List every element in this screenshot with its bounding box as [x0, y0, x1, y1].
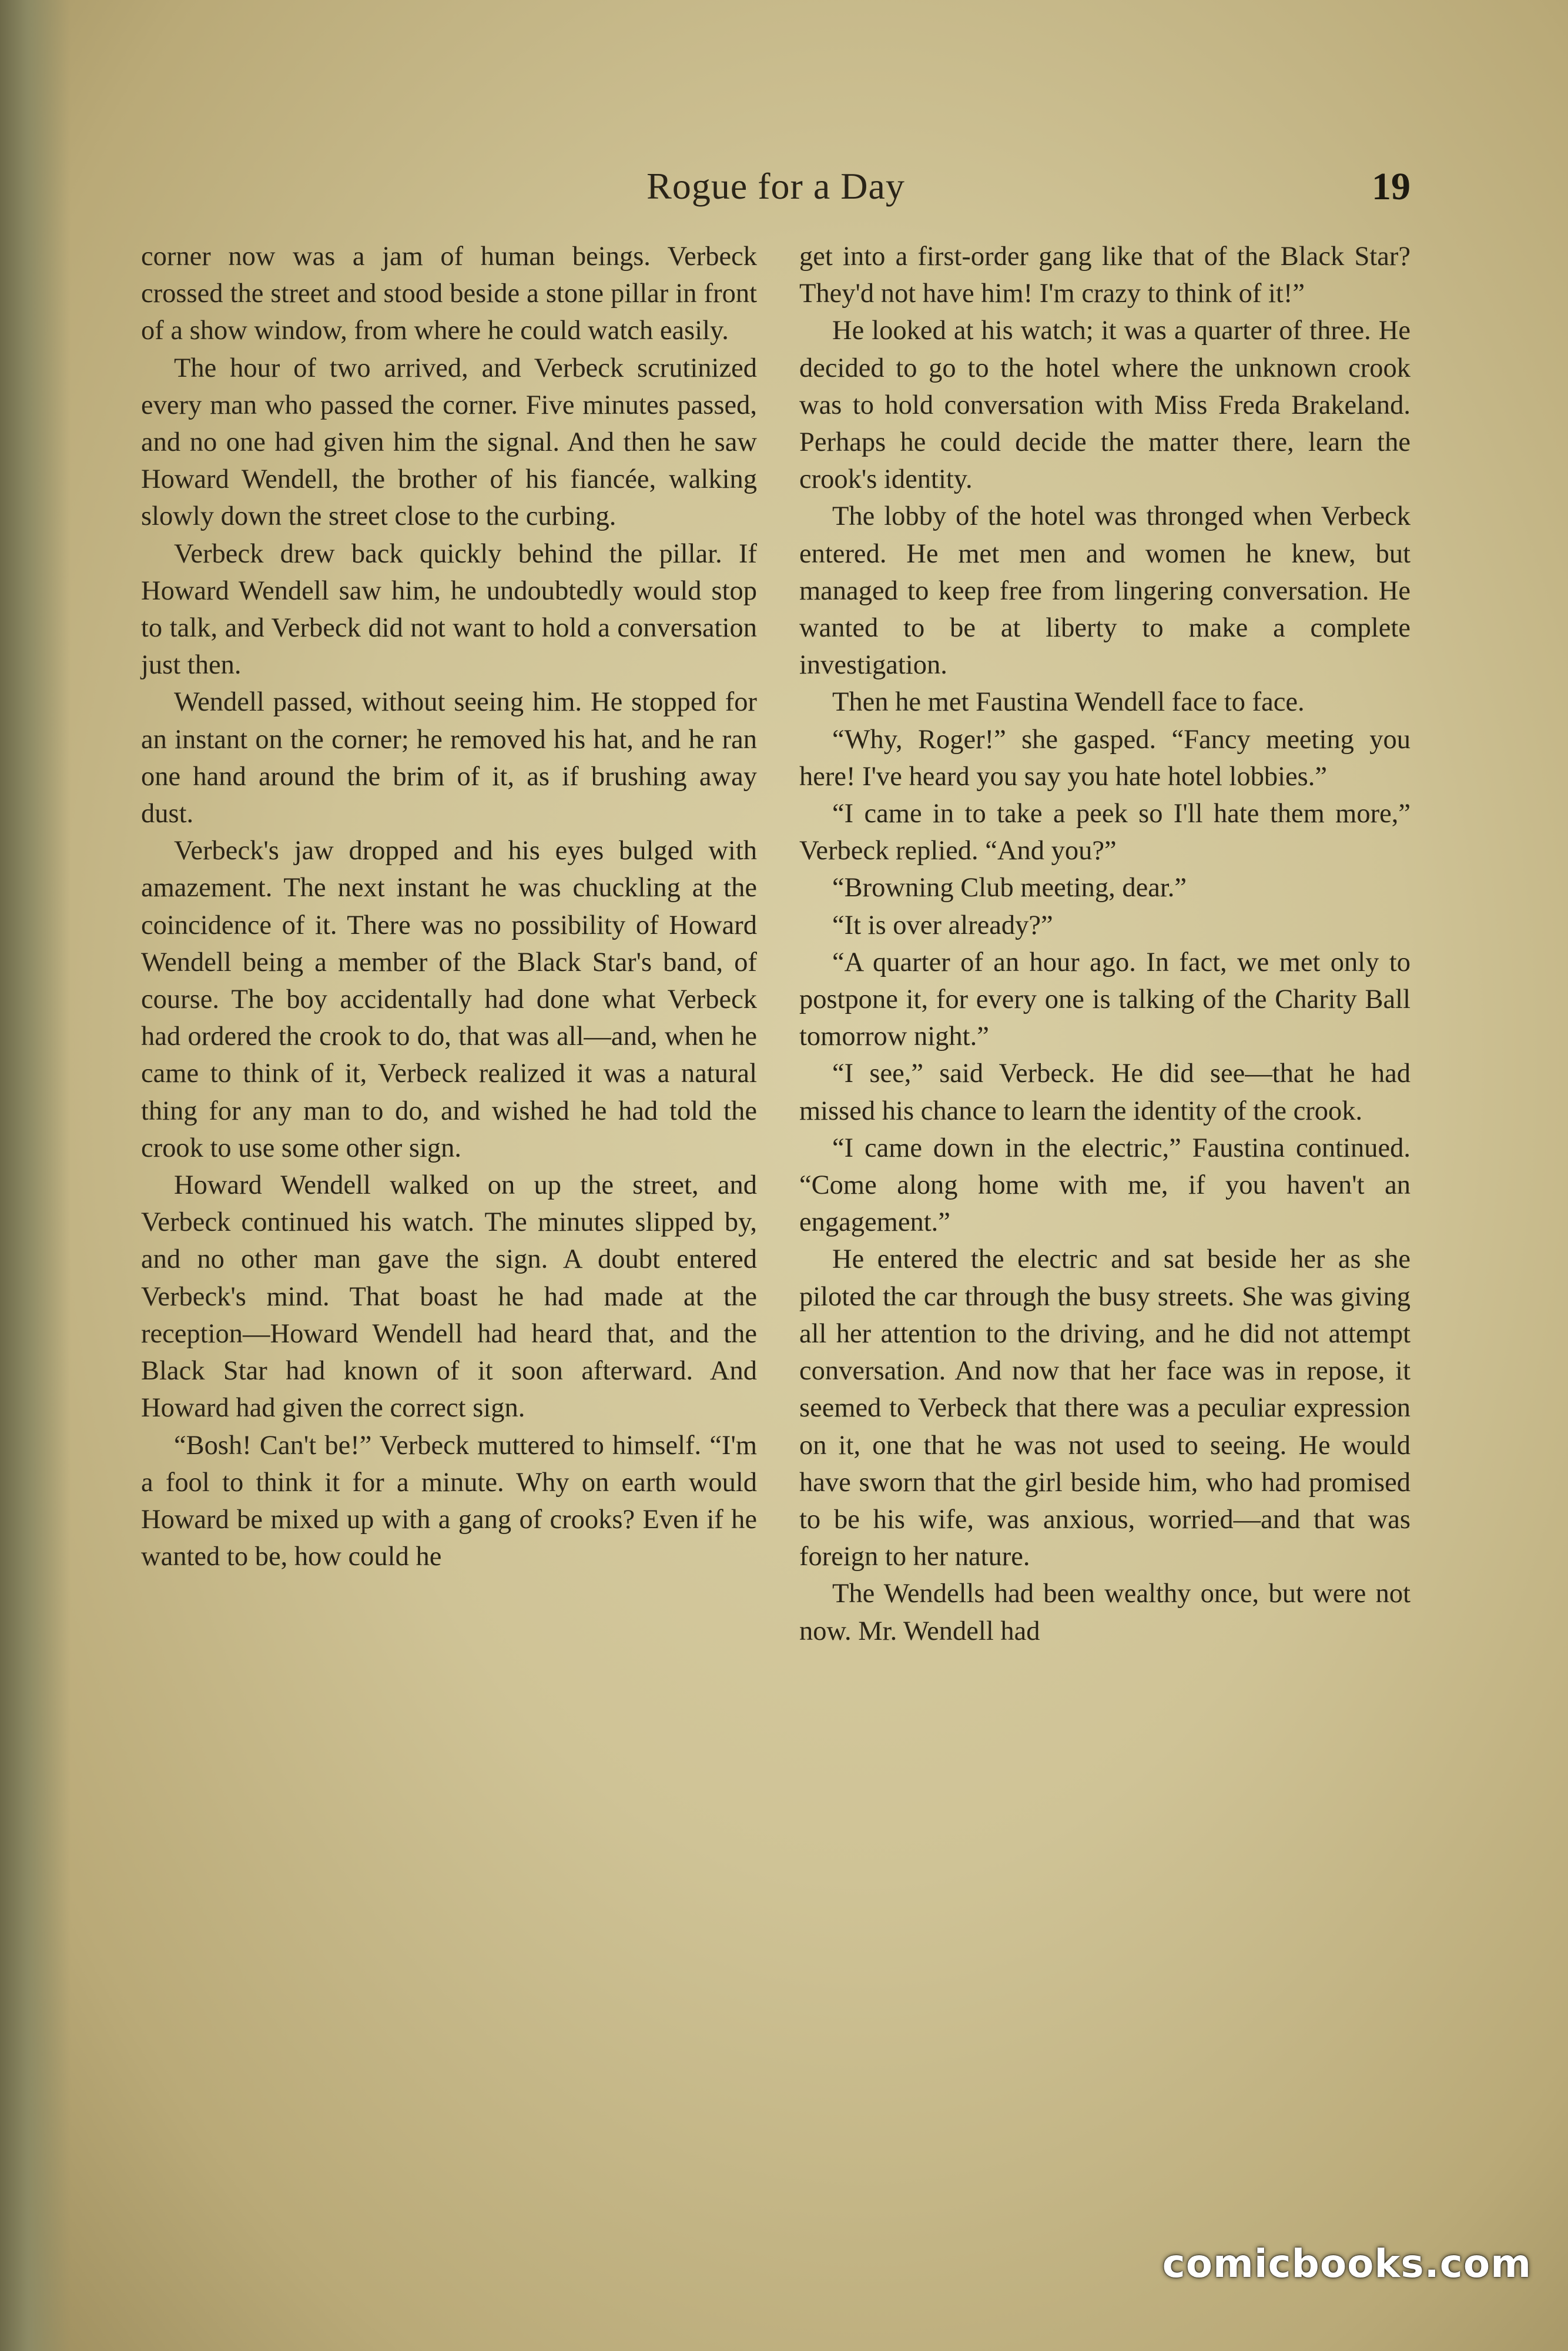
paragraph: He entered the electric and sat beside her as she piloted the car through the busy streets. She was giving all her attention to the driving, and he did not attempt conversation. And now that her face was in repose, it seemed to Verbeck that there was a peculiar expression on it, one that he was not used to seeing. He would have sworn that the girl beside him, who had promised to be his wife, was anxious, worried—and that was foreign to her nature. — [799, 1244, 1410, 1572]
paragraph: “Browning Club meeting, dear.” — [832, 873, 1187, 903]
paragraph: “It is over already?” — [832, 910, 1053, 940]
paragraph: Then he met Faustina Wendell face to face. — [832, 687, 1305, 718]
paragraph: get into a first-order gang like that of the Black Star? They'd not have him! I'm crazy to think of it!” — [799, 242, 1410, 309]
watermark: comicbooks.com — [1162, 2241, 1532, 2286]
paragraph: “Bosh! Can't be!” Verbeck muttered to himself. “I'm a fool to think it for a minute. Why on earth would Howard be mixed up with a gang of crooks? Even if he wanted to be, how could he — [141, 1430, 757, 1572]
paragraph: Howard Wendell walked on up the street, and Verbeck continued his watch. The minutes slipped by, and no other man gave the sign. A doubt entered Verbeck's mind. That boast he had made at the reception—Howard Wendell had heard that, and the Black Star had known of it soon afterward. And Howard had given the correct sign. — [141, 1170, 757, 1424]
spine-shadow — [0, 0, 71, 2351]
paragraph: The hour of two arrived, and Verbeck scrutinized every man who passed the corner. Five minutes passed, and no one had given him the signal. And then he saw Howard Wendell, the brother of his fiancée, walking slowly down the street close to the curbing. — [141, 353, 757, 532]
paragraph: The lobby of the hotel was thronged when Verbeck entered. He met men and women he knew, but managed to keep free from lingering conversation. He wanted to be at liberty to make a complete investigation. — [799, 501, 1410, 681]
page-header — [141, 165, 1410, 217]
paragraph: Verbeck drew back quickly behind the pillar. If Howard Wendell saw him, he undoubtedly would stop to talk, and Verbeck did not want to hold a conversation just then. — [141, 538, 757, 681]
paragraph: The Wendells had been wealthy once, but were not now. Mr. Wendell had — [799, 1579, 1410, 1646]
paragraph: corner now was a jam of human beings. Verbeck crossed the street and stood beside a stone pillar in front of a show window, from where he could watch easily. — [141, 242, 757, 346]
paragraph: “A quarter of an hour ago. In fact, we met only to postpone it, for every one is talking of the Charity Ball tomorrow night.” — [799, 947, 1410, 1052]
page-number: 19 — [1372, 165, 1410, 208]
paragraph: “Why, Roger!” she gasped. “Fancy meeting you here! I've heard you say you hate hotel lobbies.” — [799, 724, 1410, 792]
paragraph: “I see,” said Verbeck. He did see—that he had missed his chance to learn the identity of the crook. — [799, 1059, 1410, 1126]
paragraph: He looked at his watch; it was a quarter of three. He decided to go to the hotel where the unknown crook was to hold conversation with Miss Freda Brakeland. Perhaps he could decide the matter there, learn the crook's identity. — [799, 316, 1410, 495]
paragraph: “I came down in the electric,” Faustina continued. “Come along home with me, if you haven't an engagement.” — [799, 1133, 1410, 1238]
paragraph: “I came in to take a peek so I'll hate them more,” Verbeck replied. “And you?” — [799, 799, 1410, 866]
paragraph: Wendell passed, without seeing him. He stopped for an instant on the corner; he removed his hat, and he ran one hand around the brim of it, as if brushing away dust. — [141, 687, 757, 829]
running-title: Rogue for a Day — [646, 165, 905, 207]
left-column — [141, 238, 757, 1575]
right-column — [799, 238, 1410, 1650]
paragraph: Verbeck's jaw dropped and his eyes bulged with amazement. The next instant he was chuckling at the coincidence of it. There was no possibility of Howard Wendell being a member of the Black Star's band, of course. The boy accidentally had done what Verbeck had ordered the crook to do, that was all—and, when he came to think of it, Verbeck realized it was a natural thing for any man to do, and wished he had told the crook to use some other sign. — [141, 836, 757, 1163]
